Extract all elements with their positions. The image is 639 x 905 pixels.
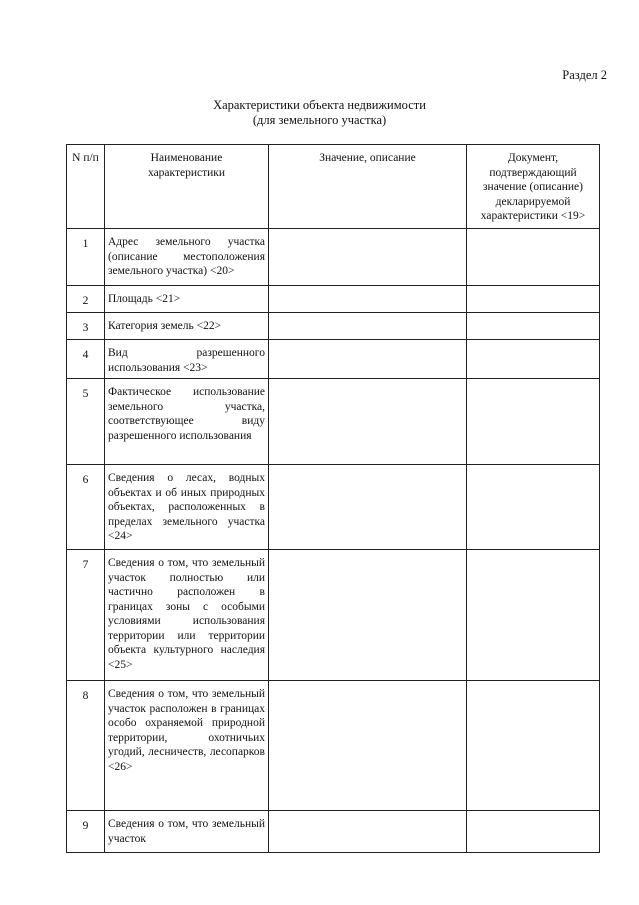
row-document-cell[interactable]	[467, 286, 600, 313]
row-document-cell[interactable]	[467, 465, 600, 550]
table-row	[67, 550, 600, 681]
row-number: 8	[67, 681, 105, 811]
row-document-cell[interactable]	[467, 681, 600, 811]
row-number: 6	[67, 465, 105, 550]
row-value-cell[interactable]	[269, 229, 467, 286]
row-value-cell[interactable]	[269, 286, 467, 313]
row-document-cell[interactable]	[467, 379, 600, 465]
row-characteristic: Сведения о том, что земельный участок полностью или частично расположен в границах зоны с особыми условиями использования территории или территории объекта культурного наследия <25>	[105, 550, 269, 681]
table-row	[67, 313, 600, 340]
row-number: 7	[67, 550, 105, 681]
row-characteristic: Сведения о лесах, водных объектах и об иных природных объектах, расположенных в пределах земельного участка <24>	[105, 465, 269, 550]
row-characteristic: Площадь <21>	[105, 286, 269, 313]
title-line-1: Характеристики объекта недвижимости	[213, 98, 426, 112]
row-characteristic: Вид разрешенного использования <23>	[105, 340, 269, 379]
row-value-cell[interactable]	[269, 340, 467, 379]
row-number: 9	[67, 811, 105, 853]
row-value-cell[interactable]	[269, 681, 467, 811]
table-header-row	[67, 145, 600, 229]
row-characteristic: Сведения о том, что земельный участок	[105, 811, 269, 853]
table-row	[67, 681, 600, 811]
row-characteristic: Фактическое использование земельного участка, соответствующее виду разрешенного использования	[105, 379, 269, 465]
document-title	[0, 98, 639, 128]
row-value-cell[interactable]	[269, 550, 467, 681]
row-number: 2	[67, 286, 105, 313]
row-document-cell[interactable]	[467, 313, 600, 340]
column-header-number: N п/п	[67, 145, 105, 229]
row-number: 1	[67, 229, 105, 286]
table-row	[67, 379, 600, 465]
row-value-cell[interactable]	[269, 313, 467, 340]
row-document-cell[interactable]	[467, 550, 600, 681]
column-header-value: Значение, описание	[269, 145, 467, 229]
row-document-cell[interactable]	[467, 229, 600, 286]
table-row	[67, 229, 600, 286]
section-label: Раздел 2	[562, 68, 607, 82]
column-header-name	[105, 145, 269, 229]
row-number: 4	[67, 340, 105, 379]
table-row	[67, 465, 600, 550]
row-characteristic: Сведения о том, что земельный участок расположен в границах особо охраняемой природной территории, охотничьих угодий, лесничеств, лесопарков <26>	[105, 681, 269, 811]
row-characteristic: Категория земель <22>	[105, 313, 269, 340]
row-number: 5	[67, 379, 105, 465]
table-row	[67, 340, 600, 379]
row-value-cell[interactable]	[269, 811, 467, 853]
column-header-name-text: Наименование характеристики	[147, 152, 226, 179]
title-line-2: (для земельного участка)	[252, 113, 387, 127]
row-document-cell[interactable]	[467, 340, 600, 379]
column-header-document	[467, 145, 600, 229]
row-value-cell[interactable]	[269, 465, 467, 550]
row-number: 3	[67, 313, 105, 340]
column-header-document-text: Документ, подтверждающий значение (описание) декларируемой характеристики <19>	[480, 152, 586, 222]
characteristics-table	[66, 144, 600, 853]
row-document-cell[interactable]	[467, 811, 600, 853]
table-row	[67, 286, 600, 313]
row-characteristic: Адрес земельного участка (описание местоположения земельного участка) <20>	[105, 229, 269, 286]
row-value-cell[interactable]	[269, 379, 467, 465]
table-row	[67, 811, 600, 853]
